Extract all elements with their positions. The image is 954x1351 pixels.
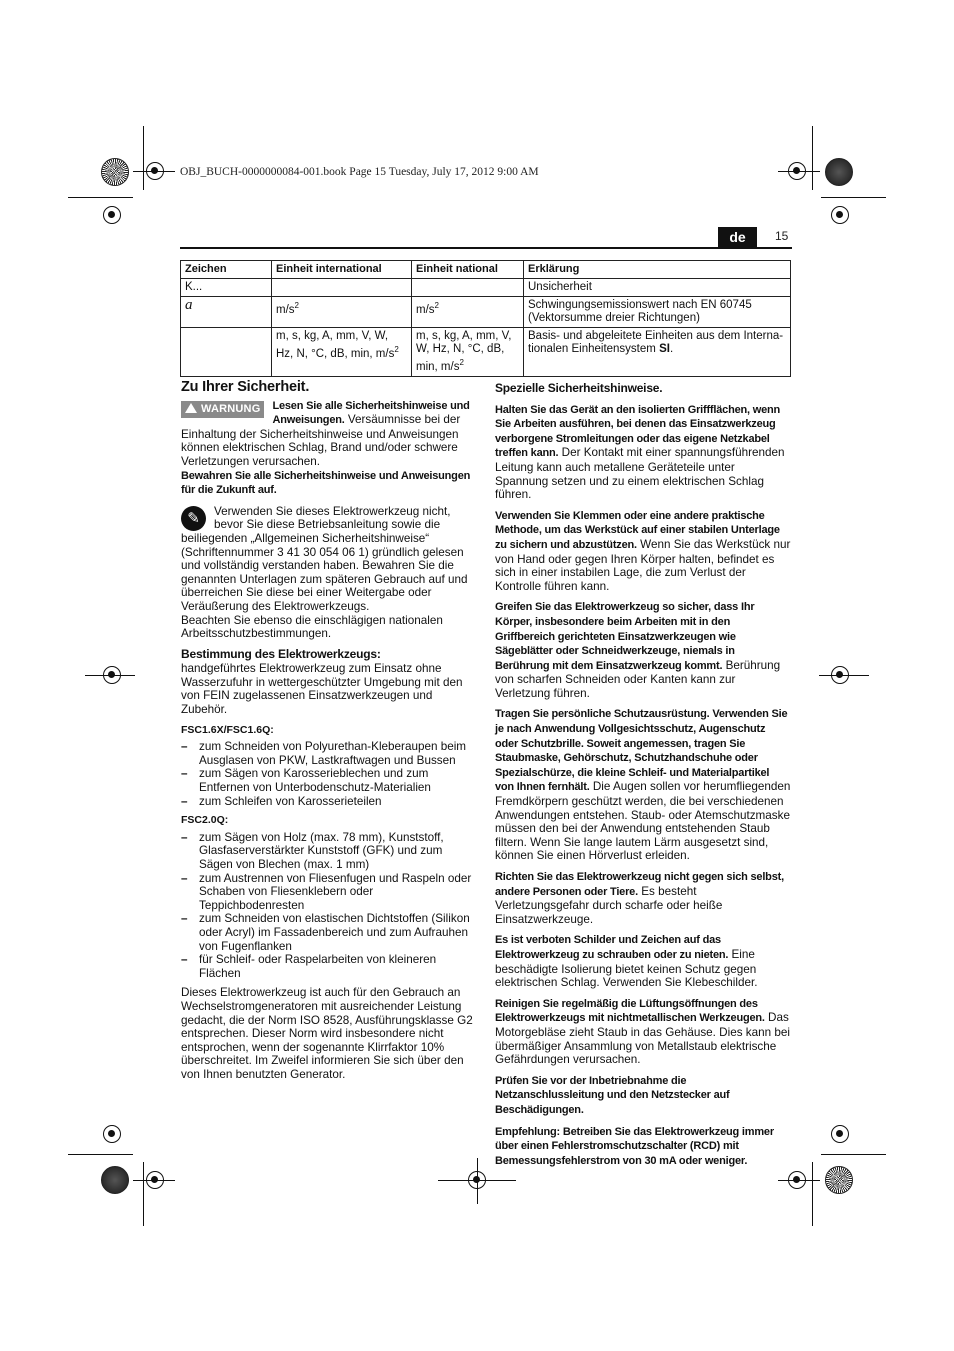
safety-item (495, 870, 791, 926)
list-item: – zum Schneiden von elastischen Dichtstoffen (Silikon oder Acryl) im Fassadenbereich und zum Aufrauhen von Fugenflanken (181, 912, 477, 953)
table-cell (412, 297, 524, 328)
safety-item (495, 707, 791, 863)
crop-mark (143, 126, 144, 190)
crop-mark (819, 675, 869, 676)
table-cell: Schwingungsemissionswert nach EN 60745 (Vektorsumme dreier Richtungen) (524, 297, 791, 328)
color-bar-rosette-bottom-left (101, 1166, 129, 1194)
crop-mark (85, 675, 135, 676)
list-item: – zum Schleifen von Karosserieteilen (181, 795, 477, 809)
warning-paragraph (181, 399, 477, 498)
units-table (180, 260, 791, 377)
unit-text: m/s (276, 303, 295, 316)
model2-list (181, 831, 477, 981)
table-header-cell: Zeichen (181, 261, 272, 279)
safety-item-bold: Greifen Sie das Elektrowerkzeug so sicher, dass Ihr Körper, insbesondere beim Arbeiten mit in den Griffbereich gerichteten Einsatzwerkzeugen wie Sägeblätter oder Schneidwerkzeuge, niemals in Berührung mit dem Einsatzwerkzeug kommt. (495, 601, 755, 672)
safety-item-text: Berührung von scharfen Schneiden oder Kanten kann zur Verletzung führen. (495, 658, 781, 700)
registration-mark-icon (831, 1125, 849, 1143)
unit-superscript: 2 (294, 301, 299, 310)
safety-item-bold: Prüfen Sie vor der Inbetriebnahme die Netzanschlussleitung und den Netzstecker auf Beschädigungen. (495, 1074, 730, 1116)
safety-item-text: Es besteht Verletzungsgefahr durch scharfe oder heiße Einsatzwerkzeuge. (495, 884, 723, 926)
safety-item-bold: Es ist verboten Schilder und Zeichen auf das Elektrowerkzeug zu schrauben oder zu nieten. (495, 934, 729, 961)
table-cell: Unsicherheit (524, 279, 791, 297)
crop-mark (821, 1154, 886, 1155)
safety-item-bold: Empfehlung: Betreiben Sie das Elektrowerkzeug immer über einen Fehlerstromschutzschalter (RCD) mit Bemessungsfehlerstrom von 30 mA oder weniger. (495, 1125, 774, 1167)
safety-item (495, 933, 791, 989)
list-item: – zum Sägen von Holz (max. 78 mm), Kunststoff, Glasfaserverstärkter Kunststoff (GFK) und zum Sägen von Blechen (max. 1 mm) (181, 831, 477, 872)
safety-item (495, 600, 791, 700)
table-header-row (181, 261, 791, 279)
table-cell: K... (181, 279, 272, 297)
keep-instructions: Bewahren Sie alle Sicherheitshinweise und Anweisungen für die Zukunft auf. (181, 469, 471, 497)
safety-item-bold: Verwenden Sie Klemmen oder eine andere praktische Methode, um das Werkstück auf einer stabilen Unterlage zu sichern und abzustützen. (495, 509, 780, 551)
explanation-end: . (669, 343, 674, 355)
registration-mark-icon (831, 206, 849, 224)
safety-item (495, 403, 791, 502)
table-cell (272, 279, 412, 297)
crop-mark (143, 1162, 144, 1226)
unit-text: m, s, kg, A, mm, V, W, Hz, N, °C, dB, min, m/s (276, 330, 395, 360)
special-safety-heading: Spezielle Sicherheitshinweise. (495, 381, 663, 395)
unit-superscript: 2 (459, 358, 464, 367)
explanation-text: Basis- und abgeleitete Einheiten aus dem Interna-tionalen Einheitensystem (528, 330, 784, 355)
safety-item-text: Der Kontakt mit einer spannungsführenden Leitung kann auch metallene Geräteteile unter Spannung setzen und zu einem elektrischen Schlag führen. (495, 446, 785, 502)
crop-mark (812, 1162, 813, 1226)
safety-item-bold: Richten Sie das Elektrowerkzeug nicht gegen sich selbst, andere Personen oder Tiere. (495, 871, 784, 898)
unit-superscript: 2 (434, 301, 439, 310)
table-cell (412, 279, 524, 297)
table-cell (412, 328, 524, 377)
registration-mark-icon (103, 206, 121, 224)
color-bar-rosette-top-right (825, 158, 853, 186)
color-bar-rosette-top-left (101, 158, 129, 186)
warning-label: WARNUNG (201, 402, 261, 415)
header-rule (180, 247, 792, 249)
unit-text: m, s, kg, A, mm, V, W, Hz, N, °C, dB, min, m/s (416, 330, 512, 373)
safety-item (495, 509, 791, 594)
unit-superscript: 2 (394, 345, 399, 354)
warning-triangle-icon (185, 403, 197, 413)
read-manual-icon: ✎ (181, 506, 206, 531)
table-cell (181, 328, 272, 377)
safety-item-bold: Reinigen Sie regelmäßig die Lüftungsöffnungen des Elektrowerkzeugs mit nichtmetallischen Werkzeugen. (495, 997, 765, 1025)
warning-text: Versäumnisse bei der Einhaltung der Sicherheitshinweise und Anweisungen können elektrischen Schlag, Brand und/oder schwere Verletzungen verursachen. (181, 413, 461, 468)
crop-mark (68, 197, 133, 198)
model1-list (181, 740, 477, 808)
language-badge: de (718, 227, 757, 247)
read-manual-paragraph (181, 505, 477, 614)
warning-bold: Lesen Sie alle Sicherheitshinweise und Anweisungen. (272, 399, 470, 427)
safety-item-bold: Halten Sie das Gerät an den isolierten Griffflächen, wenn Sie Arbeiten ausführen, bei denen das Einsatzwerkzeug verborgene Stromleitungen oder das eigene Netzkabel treffen kann. (495, 403, 781, 460)
list-item: – zum Austrennen von Fliesenfugen und Raspeln oder Schaben von Fliesenklebern oder Teppichbodenresten (181, 872, 477, 913)
left-column (181, 380, 477, 1089)
table-row (181, 297, 791, 328)
table-cell (272, 328, 412, 377)
page-number: 15 (775, 229, 789, 243)
table-cell (272, 297, 412, 328)
table-cell (524, 328, 791, 377)
table-row (181, 279, 791, 297)
safety-item-text: Wenn Sie das Werkstück nur von Hand oder gegen Ihren Körper halten, befindet es sich in einer instabilen Lage, die zum Verlust der Kontrolle führen kann. (495, 537, 791, 593)
table-header-cell: Einheit national (412, 261, 524, 279)
symbol-a: a (185, 297, 193, 313)
right-column (495, 380, 791, 1175)
crop-mark (778, 1180, 820, 1181)
unit-text: m/s (416, 303, 435, 316)
safety-item-text: Die Augen sollen vor herumfliegenden Fremdkörpern geschützt werden, die bei verschiedenen Anwendungen entstehen. Staub- oder Atemschutzmaske müssen den bei der Anwendung entstehenden Staub filtern. Wenn Sie lange lautem Lärm ausgesetzt sind, können Sie einen Hörverlust erleiden. (495, 780, 791, 863)
generator-text: Dieses Elektrowerkzeug ist auch für den Gebrauch an Wechselstromgeneratoren mit ausreichender Leistung gedacht, die der Norm ISO 8528, Ausführungsklasse G2 entsprechen. Dieser Norm wird insbesondere nicht entsprochen, wenn der sogenannte Klirrfaktor 10% überschreitet. Im Zweifel informieren Sie sich über den von Ihnen benutzten Generator. (181, 986, 473, 1081)
table-header-cell: Erklärung (524, 261, 791, 279)
list-item: – zum Schneiden von Polyurethan-Kleberaupen beim Ausglasen von PKW, Lastkraftwagen und Bussen (181, 740, 477, 767)
safety-item (495, 1074, 791, 1118)
purpose-heading: Bestimmung des Elektrowerkzeugs: (181, 646, 381, 661)
section-title: Zu Ihrer Sicherheit. (181, 379, 310, 395)
crop-mark (821, 197, 886, 198)
list-item: – zum Sägen von Karosserieblechen und zum Entfernen von Unterbodenschutz-Materialien (181, 767, 477, 794)
crop-mark (812, 126, 813, 190)
safety-item-text: Eine beschädigte Isolierung bietet keinen Schutz gegen elektrischen Schlag. Verwenden Sie Klebeschilder. (495, 947, 758, 990)
crop-mark (133, 1180, 175, 1181)
table-header-cell: Einheit international (272, 261, 412, 279)
model-heading: FSC1.6X/FSC1.6Q: (181, 723, 274, 736)
color-bar-rosette-bottom-right (825, 1166, 853, 1194)
crop-mark (477, 1158, 478, 1204)
regulations-text: Beachten Sie ebenso die einschlägigen nationalen Arbeitsschutzbestimmungen. (181, 613, 443, 641)
warning-badge (181, 401, 264, 419)
list-item: – für Schleif- oder Raspelarbeiten von kleineren Flächen (181, 953, 477, 980)
safety-item (495, 1125, 791, 1169)
table-cell (181, 297, 272, 328)
registration-mark-icon (103, 1125, 121, 1143)
safety-item-text: Das Motorgebläse zieht Staub in das Gehäuse. Dies kann bei übermäßiger Ansammlung von Metallstaub elektrische Gefährdungen verursachen. (495, 1011, 790, 1067)
table-row (181, 328, 791, 377)
crop-mark (68, 1154, 133, 1155)
crop-mark (778, 171, 820, 172)
si-label: SI (659, 343, 670, 355)
safety-item-bold: Tragen Sie persönliche Schutzausrüstung. Verwenden Sie je nach Anwendung Vollgesichtsschutz, Augenschutz oder Schutzbrille. Soweit angemessen, tragen Sie Staubmaske, Gehörschutz, Schutzhandschuhe oder Spezialschürze, die kleine Schleif- und Materialpartikel von Ihnen fernhält. (495, 708, 788, 794)
purpose-text: handgeführtes Elektrowerkzeug zum Einsatz ohne Wasserzufuhr in wettergeschützter Umgebung mit den von FEIN zugelassenen Einsatzwerkzeugen und Zubehör. (181, 662, 463, 717)
read-manual-text: Verwenden Sie dieses Elektrowerkzeug nicht, bevor Sie diese Betriebsanleitung sowie die beiliegenden „Allgemeinen Sicherheitshinweise“ (Schriftennummer 3 41 30 054 06 1) gründlich gelesen und vollständig verstanden haben. Bewahren Sie die genannten Unterlagen zum späteren Gebrauch auf und überreichen Sie diese bei einer Weitergabe oder Veräußerung des Elektrowerkzeugs. (181, 504, 468, 613)
model-heading: FSC2.0Q: (181, 814, 229, 827)
safety-item (495, 997, 791, 1067)
print-header: OBJ_BUCH-0000000084-001.book Page 15 Tuesday, July 17, 2012 9:00 AM (180, 166, 539, 178)
crop-mark (133, 171, 175, 172)
